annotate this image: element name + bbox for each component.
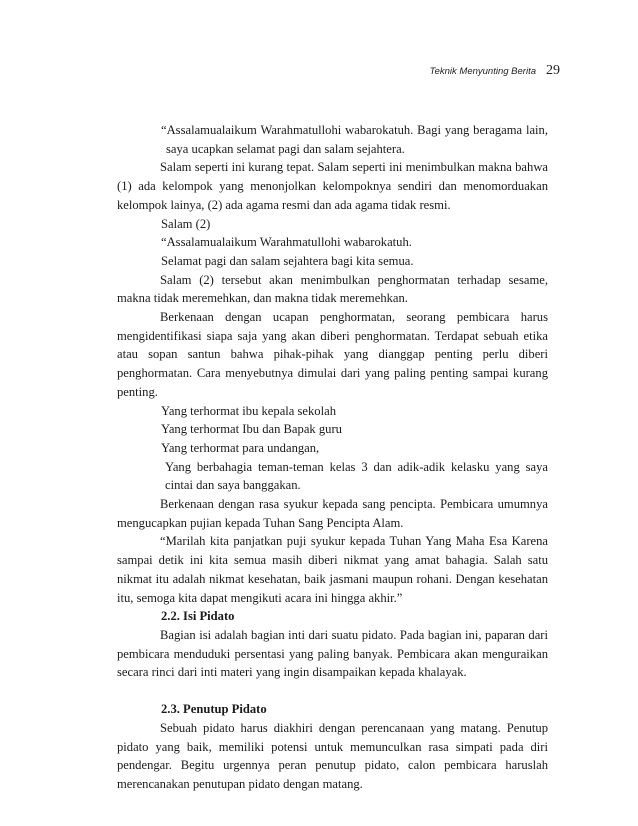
paragraph-isi-pidato: Bagian isi adalah bagian inti dari suatu pidato. Pada bagian ini, paparan dari pembicara menduduki persentasi yang paling banyak. Pembicara akan menguraikan secara rinci dari inti materi yang ingin disampaikan kepada khalayak. bbox=[117, 627, 548, 680]
honorific-line-3: Yang terhormat para undangan, bbox=[161, 440, 320, 455]
paragraph-penghormatan: Berkenaan dengan ucapan penghormatan, seorang pembicara harus mengidentifikasi siapa saja yang akan diberi penghormatan. Terdapat sebuah etika atau sopan santun bahwa pihak-pihak yang dianggap penting perlu diberi penghormatan. Cara menyebutnya dimulai dari yang paling penting sampai kurang penting. bbox=[117, 310, 548, 399]
section-heading-isi-pidato: 2.2. Isi Pidato bbox=[161, 609, 235, 624]
greeting-line: Selamat pagi dan salam sejahtera bagi kita semua. bbox=[161, 253, 414, 268]
section-gap bbox=[117, 682, 548, 700]
honorific-line-2: Yang terhormat Ibu dan Bapak guru bbox=[161, 422, 342, 437]
paragraph-syukur: Berkenaan dengan rasa syukur kepada sang pencipta. Pembicara umumnya mengucapkan pujian kepada Tuhan Sang Pencipta Alam. bbox=[117, 497, 548, 530]
page-body bbox=[117, 121, 548, 794]
section-heading-penutup-pidato: 2.3. Penutup Pidato bbox=[161, 702, 267, 717]
quote-greeting-1: “Assalamualaikum Warahmatullohi wabarokatuh. Bagi yang beragama lain, saya ucapkan selamat pagi dan salam sejahtera. bbox=[161, 123, 548, 156]
quote-syukur: “Marilah kita panjatkan puji syukur kepada Tuhan Yang Maha Esa Karena sampai detik ini kita semua masih diberi nikmat yang amat bahagia. Salah satu nikmat itu adalah nikmat kesehatan, baik jasmani maupun rohani. Dengan kesehatan itu, semoga kita dapat mengikuti acara ini hingga akhir.” bbox=[117, 534, 548, 605]
honorific-line-1: Yang terhormat ibu kepala sekolah bbox=[161, 403, 336, 418]
paragraph-salam-2: Salam (2) tersebut akan menimbulkan penghormatan terhadap sesame, makna tidak meremehkan, dan makna tidak meremehkan. bbox=[117, 272, 548, 306]
honorific-line-4: Yang berbahagia teman-teman kelas 3 dan adik-adik kelasku yang saya cintai dan saya banggakan. bbox=[165, 459, 548, 493]
salam-2-label: Salam (2) bbox=[161, 216, 211, 231]
paragraph-salam-critique: Salam seperti ini kurang tepat. Salam seperti ini menimbulkan makna bahwa (1) ada kelompok yang menonjolkan kelompoknya sendiri dan menomorduakan kelompok lainya, (2) ada agama resmi dan ada agama tidak resmi. bbox=[117, 160, 548, 212]
running-title: Teknik Menyunting Berita bbox=[429, 66, 536, 77]
page-number: 29 bbox=[546, 63, 560, 78]
paragraph-penutup-pidato: Sebuah pidato harus diakhiri dengan perencanaan yang matang. Penutup pidato yang baik, memiliki potensi untuk memunculkan rasa simpati pada diri pendengar. Begitu urgennya peran penutup pidato, calon pembicara haruslah merencanakan penutupan pidato dengan matang. bbox=[117, 720, 548, 791]
running-header bbox=[430, 63, 560, 79]
quote-greeting-2: “Assalamualaikum Warahmatullohi wabarokatuh. bbox=[161, 235, 412, 250]
